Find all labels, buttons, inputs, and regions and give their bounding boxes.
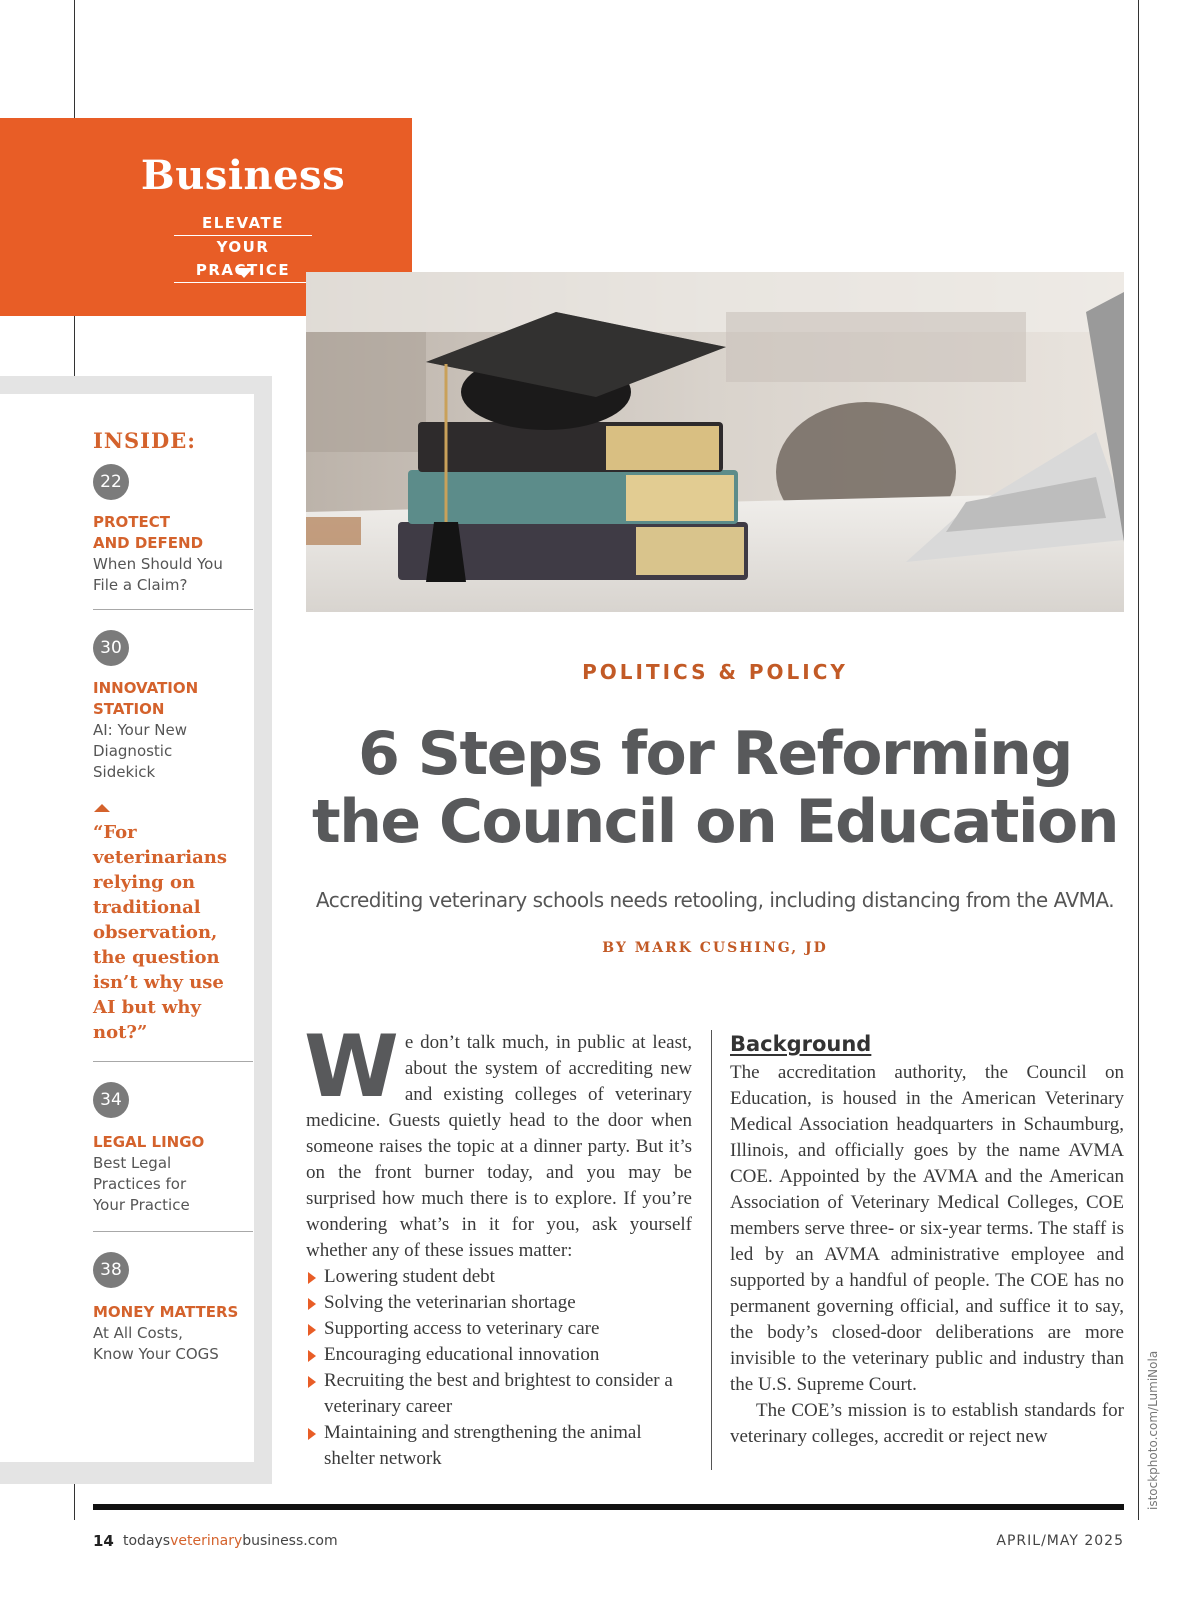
toc-description-line: Best Legal	[93, 1154, 172, 1172]
issue-date: APRIL/MAY 2025	[996, 1533, 1124, 1549]
toc-heading-line: INNOVATION	[93, 679, 199, 697]
toc-description-line: When Should You	[93, 555, 223, 573]
toc-heading[interactable]	[93, 678, 198, 720]
toc-description	[93, 1323, 219, 1365]
caret-up-icon	[94, 804, 110, 812]
toc-description-line: File a Claim?	[93, 576, 188, 594]
list-item: Supporting access to veterinary care	[306, 1316, 692, 1342]
toc-page-number: 30	[93, 630, 129, 666]
site-url[interactable]	[123, 1533, 338, 1549]
page-number: 14	[93, 1532, 114, 1550]
toc-description	[93, 554, 223, 596]
photo-credit: istockphoto.com/LumiNola	[1146, 1350, 1160, 1510]
toc-page-number: 22	[93, 464, 129, 500]
toc-heading[interactable]	[93, 512, 203, 554]
site-url-part: todays	[123, 1533, 171, 1549]
article-dek: Accrediting veterinary schools needs retooling, including distancing from the AVMA.	[315, 888, 1115, 912]
body-paragraph: The accreditation authority, the Council on Education, is housed in the American Veterinary Medical Association headquarters in Schaumburg, Illinois, and officially goes by the name AVMA COE. Appointed by the AVMA and the American Association of Veterinary Medical Colleges, COE members serve three- or six-year terms. The staff is led by an AVMA administrative employee and supported by a handful of people. The COE has no permanent governing official, and suffice it to say, the body’s closed-door deliberations are more invisible to the veterinary public and industry than the U.S. Supreme Court.	[730, 1062, 1124, 1395]
inside-label: INSIDE:	[93, 428, 196, 453]
issues-list	[306, 1264, 692, 1472]
toc-page-number: 38	[93, 1252, 129, 1288]
site-url-part: business.com	[242, 1533, 338, 1549]
list-item: Recruiting the best and brightest to consider a veterinary career	[306, 1368, 692, 1420]
footer-rule	[93, 1504, 1124, 1510]
section-subtitle-line2: YOUR PRACTICE	[174, 236, 312, 283]
toc-description	[93, 720, 187, 783]
intro-paragraph: e don’t talk much, in public at least, about the system of accrediting new and existing colleges of veterinary medicine. Guests quietly head to the door when someone raises the topic at a dinner party. But it’s on the front burner today, and you may be surprised how much there is to explore. If you’re wondering what’s in it for you, ask yourself whether any of these issues matter:	[306, 1032, 692, 1261]
toc-description-line: Sidekick	[93, 763, 156, 781]
toc-heading[interactable]	[93, 1302, 238, 1323]
toc-description-line: Practices for	[93, 1175, 187, 1193]
toc-divider	[93, 1231, 253, 1232]
column-divider	[711, 1030, 712, 1470]
hero-photo	[306, 272, 1124, 612]
section-title: Business	[140, 152, 346, 199]
toc-heading-line: LEGAL LINGO	[93, 1133, 205, 1151]
list-item: Solving the veterinarian shortage	[306, 1290, 692, 1316]
pull-quote: “For veterinarians relying on traditional observation, the question isn’t why use AI but why not?”	[93, 822, 227, 1043]
site-url-highlight: veterinary	[170, 1533, 243, 1549]
list-item: Encouraging educational innovation	[306, 1342, 692, 1368]
toc-description-line: Diagnostic	[93, 742, 173, 760]
toc-heading-line: PROTECT	[93, 513, 171, 531]
toc-description-line: Know Your COGS	[93, 1345, 219, 1363]
toc-description-line: Your Practice	[93, 1196, 190, 1214]
body-column-left	[304, 1017, 692, 1472]
right-margin-rule	[1138, 0, 1139, 1520]
article-kicker: POLITICS & POLICY	[582, 660, 848, 684]
toc-divider	[93, 1061, 253, 1062]
list-item: Maintaining and strengthening the animal shelter network	[306, 1420, 692, 1472]
graduation-cap-books-illustration	[306, 272, 1124, 612]
toc-description-line: At All Costs,	[93, 1324, 183, 1342]
toc-heading-line: MONEY MATTERS	[93, 1303, 239, 1321]
toc-heading-line: AND DEFEND	[93, 534, 204, 552]
caret-down-icon	[235, 268, 253, 278]
headline-line: the Council on Education	[312, 787, 1118, 857]
article-byline: BY MARK CUSHING, JD	[602, 940, 828, 956]
subhead-background: Background	[730, 1032, 872, 1056]
article-headline	[306, 720, 1124, 856]
toc-divider	[93, 609, 253, 610]
section-subtitle-line1: ELEVATE	[174, 212, 312, 236]
body-paragraph: The COE’s mission is to establish standards for veterinary colleges, accredit or reject new	[730, 1400, 1124, 1447]
body-column-right	[730, 1030, 1124, 1450]
headline-line: 6 Steps for Reforming	[358, 719, 1072, 789]
drop-cap: W	[304, 1017, 399, 1117]
toc-heading[interactable]	[93, 1132, 204, 1153]
toc-description-line: AI: Your New	[93, 721, 188, 739]
list-item: Lowering student debt	[306, 1264, 692, 1290]
toc-description	[93, 1153, 190, 1216]
toc-heading-line: STATION	[93, 700, 165, 718]
toc-page-number: 34	[93, 1082, 129, 1118]
